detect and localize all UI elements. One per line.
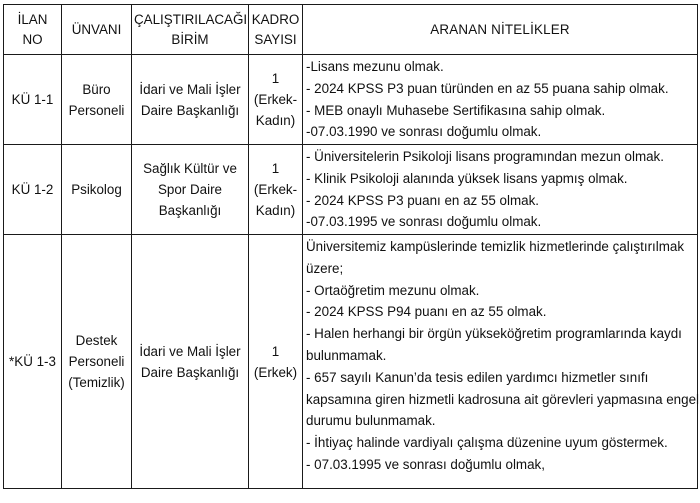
requirement-line: -07.03.1995 ve sonrası doğumlu olmak. [306, 214, 542, 230]
kadro-line: (Erkek- [253, 92, 298, 107]
cell-nitelikler [303, 145, 698, 235]
birim-line: İdari ve Mali İşler [139, 81, 241, 97]
cell-ilan-no [4, 55, 62, 145]
requirement-line: - 07.03.1995 ve sonrası doğumlu olmak, [306, 456, 545, 472]
requirement-line: - İhtiyaç halinde vardiyalı çalışma düzenine uyum göstermek. [306, 435, 668, 451]
cell-kadro [249, 55, 303, 145]
kadro-line: Kadın) [255, 113, 296, 128]
kadro-line: 1 [271, 343, 280, 359]
unvan-line: Personeli [68, 102, 125, 118]
requirement-line: - MEB onaylı Muhasebe Sertifikasına sahip olmak. [306, 102, 606, 118]
unvan-line: Büro [82, 81, 111, 97]
kadro-line: 1 [271, 161, 280, 176]
kadro-line: 1 [271, 71, 280, 86]
birim-line: Daire Başkanlığı [140, 102, 240, 118]
requirement-line: Üniversitemiz kampüslerinde temizlik hizmetlerinde çalıştırılmak [306, 239, 685, 254]
unvan-line: Personeli [68, 354, 125, 369]
cell-kadro [249, 145, 303, 235]
ilan-no-text: *KÜ 1-3 [9, 354, 56, 369]
table-row [4, 145, 698, 235]
requirement-line: - Ortaöğretim mezunu olmak. [306, 282, 480, 298]
requirement-line: durumu bulunmamak. [306, 413, 436, 429]
requirement-line: - 2024 KPSS P3 puanı en az 55 olmak. [306, 192, 539, 208]
unvan-line: Psikolog [71, 182, 122, 197]
requirement-line: - Halen herhangi bir örgün yükseköğretim programlarında kaydı [306, 326, 682, 342]
kadro-line: Kadın) [255, 203, 296, 218]
requirement-line: - 657 sayılı Kanun’da tesis edilen yardımcı hizmetler sınıfı [306, 369, 649, 385]
cell-birim [132, 235, 249, 489]
kadro-line: (Erkek- [253, 182, 298, 197]
header-kadro [249, 5, 303, 55]
cell-unvan [62, 55, 132, 145]
header-unvani-label: ÜNVANI [71, 21, 122, 37]
ilan-no-text: KÜ 1-1 [11, 92, 54, 107]
cell-nitelikler [303, 55, 698, 145]
requirement-line: bulunmamak. [306, 347, 387, 363]
cell-ilan-no [4, 235, 62, 489]
requirement-line: -07.03.1990 ve sonrası doğumlu olmak. [306, 124, 542, 140]
header-ilan-no-line: İLAN [17, 11, 48, 27]
header-unvani [62, 5, 132, 55]
table-row [4, 55, 698, 145]
birim-line: İdari ve Mali İşler [139, 343, 241, 359]
cell-unvan [62, 235, 132, 489]
requirement-line: üzere; [306, 260, 344, 276]
requirement-line: - 2024 KPSS P3 puan türünden en az 55 puana sahip olmak. [306, 80, 669, 96]
table-row [4, 235, 698, 489]
header-kadro-line: KADRO [251, 11, 300, 27]
cell-kadro [249, 235, 303, 489]
header-nitelikler-label: ARANAN NİTELİKLER [430, 21, 570, 37]
requirement-line: -Lisans mezunu olmak. [306, 59, 444, 74]
header-birim [132, 5, 249, 55]
birim-line: Sağlık Kültür ve [143, 161, 237, 176]
requirement-line: - 2024 KPSS P94 puanı en az 55 olmak. [306, 304, 547, 320]
header-kadro-line: SAYISI [254, 31, 297, 47]
unvan-line: Destek [75, 333, 118, 348]
header-nitelikler [303, 5, 698, 55]
cell-nitelikler [303, 235, 698, 489]
requirement-line: - Üniversitelerin Psikoloji lisans programından mezun olmak. [306, 149, 664, 164]
cell-birim [132, 145, 249, 235]
unvan-line: (Temizlik) [68, 375, 125, 390]
cell-ilan-no [4, 145, 62, 235]
header-ilan-no-line: NO [22, 31, 43, 47]
header-birim-line: BİRİM [171, 31, 209, 47]
cell-birim [132, 55, 249, 145]
birim-line: Daire Başkanlığı [140, 364, 240, 380]
requirement-line: - Klinik Psikoloji alanında yüksek lisans yapmış olmak. [306, 170, 628, 186]
requirement-line: kapsamına giren hizmetli kadrosuna ait görevleri yapmasına engel [306, 391, 700, 407]
kadro-line: (Erkek) [253, 364, 298, 380]
header-row [4, 5, 698, 55]
birim-line: Spor Daire [157, 182, 222, 197]
job-postings-table [3, 4, 698, 489]
birim-line: Başkanlığı [158, 203, 222, 218]
ilan-no-text: KÜ 1-2 [11, 182, 54, 197]
cell-unvan [62, 145, 132, 235]
header-ilan-no [4, 5, 62, 55]
header-birim-line: ÇALIŞTIRILACAĞI [134, 11, 248, 27]
